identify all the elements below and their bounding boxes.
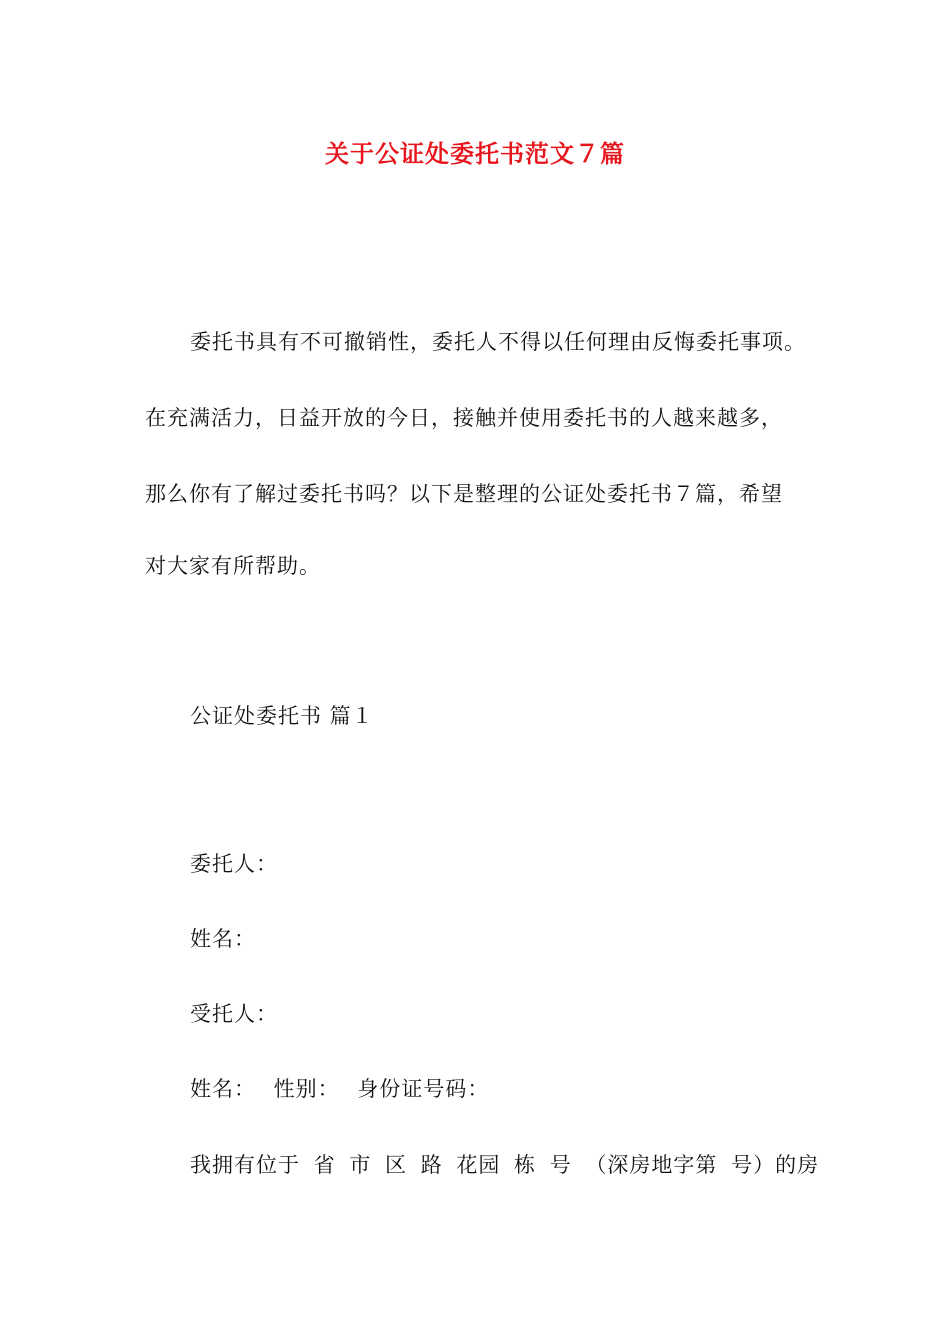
form-line-agent: 受托人： (190, 1002, 278, 1026)
intro-line-4: 对大家有所帮助。 (145, 554, 321, 578)
form-line-principal: 委托人： (190, 852, 278, 876)
intro-line-3: 那么你有了解过委托书吗？以下是整理的公证处委托书７篇，希望 (145, 482, 783, 506)
intro-line-2: 在充满活力，日益开放的今日，接触并使用委托书的人越来越多， (145, 406, 783, 430)
form-line-property: 我拥有位于 省 市 区 路 花园 栋 号 （深房地字第 号）的房 (190, 1153, 820, 1177)
document-title: 关于公证处委托书范文７篇 (325, 139, 625, 168)
form-line-agent-details: 姓名： 性别： 身份证号码： (190, 1077, 490, 1101)
intro-line-1: 委托书具有不可撤销性，委托人不得以任何理由反悔委托事项。 (190, 330, 806, 354)
form-line-name: 姓名： (190, 927, 256, 951)
section-heading: 公证处委托书 篇１ (190, 704, 374, 728)
